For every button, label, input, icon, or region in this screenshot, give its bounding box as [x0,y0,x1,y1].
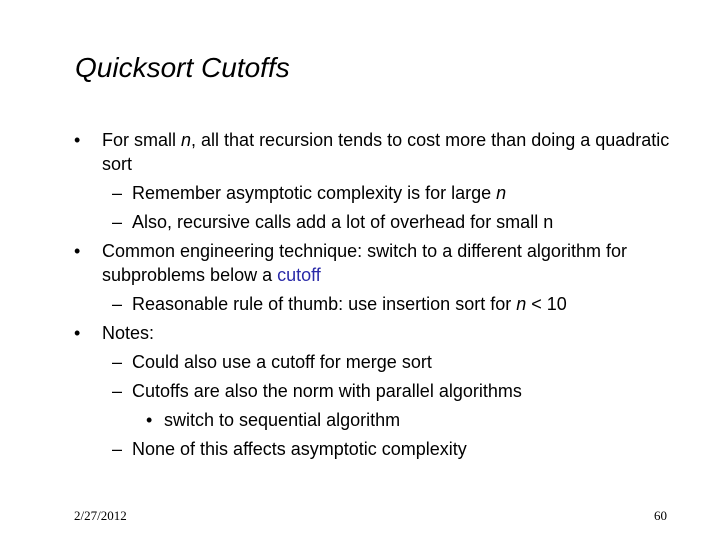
sub-bullet-item [0,181,720,205]
bullet-item [0,239,720,287]
sub-bullet-text-pre: Remember asymptotic complexity is for large [132,183,497,203]
sub-sub-bullet-marker: • [146,410,153,430]
sub-bullet-text: None of this affects asymptotic complexity [132,439,467,459]
sub-bullet-marker: – [112,294,123,314]
bullet-text: Notes: [102,323,155,343]
sub-sub-bullet-item [0,408,720,432]
sub-bullet-marker: – [112,183,123,203]
sub-bullet-item [0,292,720,316]
sub-bullet-item [0,379,720,403]
sub-bullet-marker: – [112,212,123,232]
sub-bullet-marker: – [112,381,123,401]
cutoff-highlight: cutoff [277,265,321,285]
bullet-text-em: n [181,130,192,150]
bullet-item [0,321,720,345]
footer-date: 2/27/2012 [74,508,127,523]
sub-bullet-text: Also, recursive calls add a lot of overhead for small n [132,212,554,232]
sub-bullet-marker: – [112,352,123,372]
slide-title: Quicksort Cutoffs [75,52,290,83]
sub-bullet-text-post: < 10 [526,294,567,314]
page-number: 60 [654,508,667,523]
bullet-text-post: , all that recursion tends to cost more than doing a quadratic sort [102,130,670,174]
sub-sub-bullet-text: switch to sequential algorithm [164,410,401,430]
bullet-text-pre: For small [102,130,182,150]
slide-body [0,128,720,461]
bullet-marker: • [74,241,81,261]
sub-bullet-text-em: n [496,183,507,203]
sub-bullet-text: Could also use a cutoff for merge sort [132,352,432,372]
bullet-marker: • [74,323,81,343]
sub-bullet-item [0,437,720,461]
bullet-text-pre: Common engineering technique: switch to a different algorithm for subproblems below a [102,241,627,285]
sub-bullet-text-em: n [516,294,527,314]
sub-bullet-item [0,210,720,234]
sub-bullet-text-pre: Reasonable rule of thumb: use insertion sort for [132,294,517,314]
sub-bullet-text: Cutoffs are also the norm with parallel algorithms [132,381,522,401]
sub-bullet-marker: – [112,439,123,459]
bullet-marker: • [74,130,81,150]
bullet-item [0,128,720,176]
sub-bullet-item [0,350,720,374]
